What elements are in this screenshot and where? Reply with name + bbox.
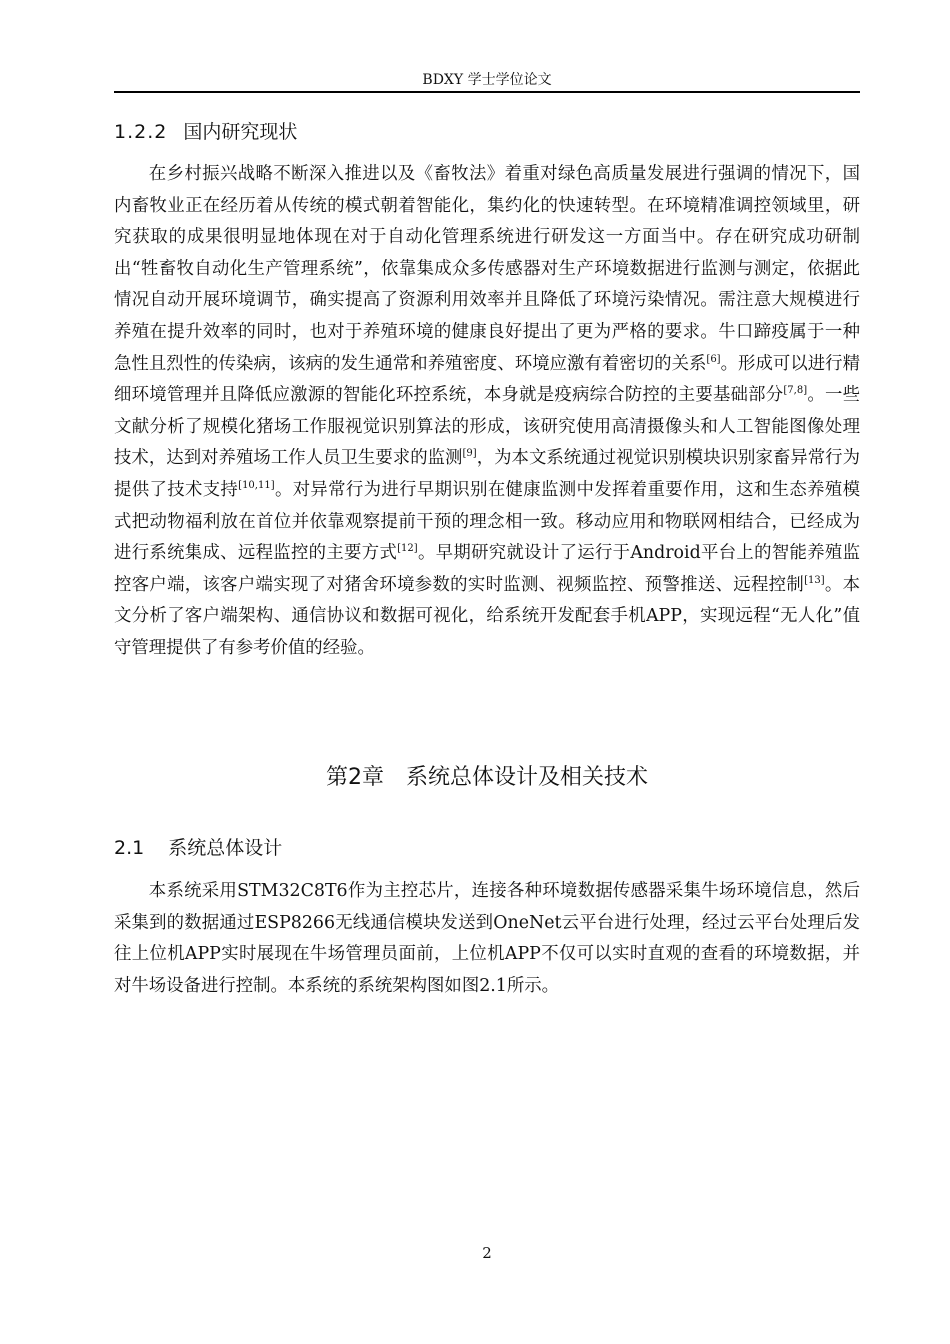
header-rule [114,91,860,93]
citation: [6] [706,353,721,365]
text-segment: 在乡村振兴战略不断深入推进以及《畜牧法》着重对绿色高质量发展进行强调的情况下，国内畜牧业正在经历着从传统的模式朝着智能化，集约化的快速转型。在环境精准调控领域里，研究获取的成果很明显地体现在对于自动化管理系统进行研发这一方面当中。存在研究成功研制出“牲畜牧自动化生产管理系统”，依靠集成众多传感器对生产环境数据进行监测与测定，依据此情况自动开展环境调节，确实提高了资源利用效率并且降低了环境污染情况。需注意大规模进行养殖在提升效率的同时，也对于养殖环境的健康良好提出了更为严格的要求。牛口蹄疫属于一种急性且烈性的传染病，该病的发生通常和养殖密度、环境应激有着密切的关系 [114,164,860,374]
citation: [10,11] [238,479,275,491]
citation: [13] [804,574,825,586]
text-segment: 。本文分析了客户端架构、通信协议和数据可视化，给系统开发配套手机APP，实现远程“无人化”值守管理提供了有参考价值的经验。 [114,574,860,658]
text-segment: 。早期研究就设计了运行于Android平台上的智能养殖监控客户端，该客户端实现了对猪舍环境参数的实时监测、视频监控、预警推送、远程控制 [114,543,860,595]
text-segment: ，为本文系统通过视觉识别模块识别家畜异常行为提供了技术支持 [114,448,860,500]
section-heading-1-2-2 [114,118,297,146]
citation: [7,8] [783,385,808,397]
section-number: 2.1 [114,837,145,859]
page-number: 2 [482,1244,492,1262]
section-number: 1.2.2 [114,121,168,143]
text-segment: 。对异常行为进行早期识别在健康监测中发挥着重要作用，这和生态养殖模式把动物福利放在首位并依靠观察提前干预的理念相一致。移动应用和物联网相结合，已经成为进行系统集成、远程监控的主要方式 [114,479,860,564]
running-header: BDXY 学士学位论文 [422,72,552,88]
section-heading-2-1 [114,834,282,862]
citation: [9] [462,448,477,460]
paragraph-domestic-research [114,159,860,665]
text-segment: 。形成可以进行精细环境管理并且降低应激源的智能化环控系统，本身就是疫病综合防控的主要基础部分 [114,353,860,406]
section-title: 国内研究现状 [183,121,298,143]
citation: [12] [397,543,418,555]
chapter-title: 系统总体设计及相关技术 [405,765,648,790]
section-title: 系统总体设计 [168,837,283,859]
text-segment: 。一些文献分析了规模化猪场工作服视觉识别算法的形成，该研究使用高清摄像头和人工智能图像处理技术，达到对养殖场工作人员卫生要求的监测 [114,385,860,469]
chapter-number: 第2章 [325,765,384,790]
paragraph-system-design: 本系统采用STM32C8T6作为主控芯片，连接各种环境数据传感器采集牛场环境信息，然后采集到的数据通过ESP8266无线通信模块发送到OneNet云平台进行处理，经过云平台处理后发往上位机APP实时展现在牛场管理员面前，上位机APP不仅可以实时直观的查看的环境数据，并对牛场设备进行控制。本系统的系统架构图如图2.1所示。 [114,881,860,996]
chapter-heading [114,762,860,794]
